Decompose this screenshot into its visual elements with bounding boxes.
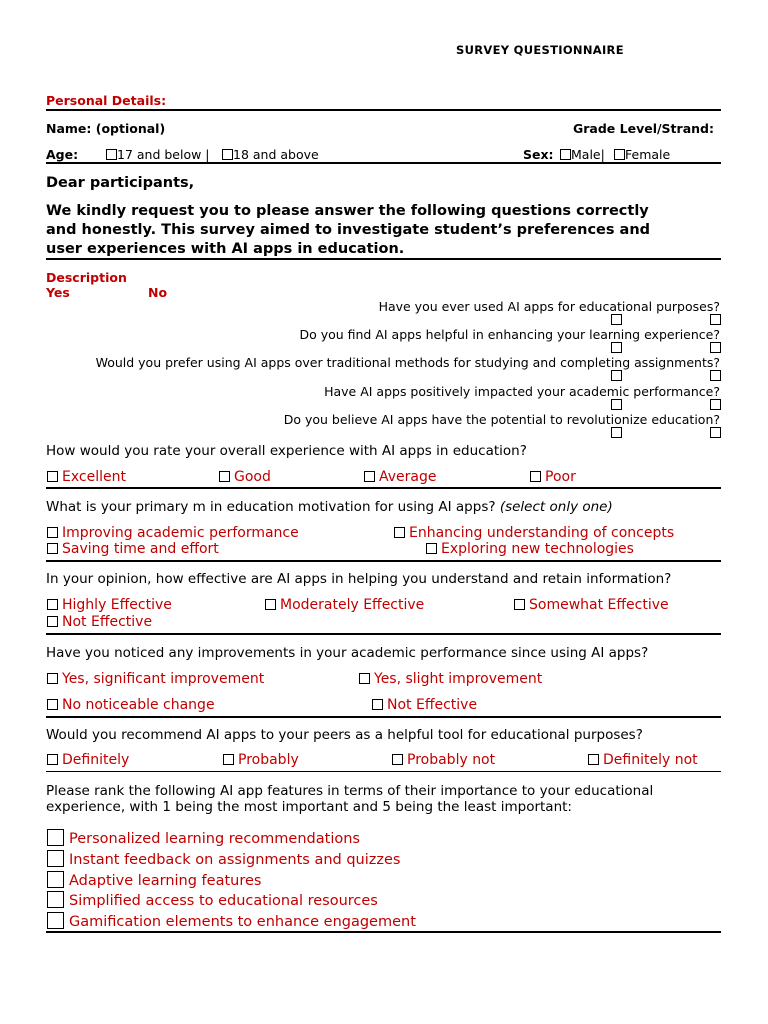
- divider: [46, 258, 721, 260]
- yes-checkbox-4[interactable]: [611, 399, 622, 410]
- checkbox[interactable]: [47, 699, 58, 710]
- rank-item-simplified-access[interactable]: Simplified access to educational resources: [47, 891, 378, 909]
- question-rank-line-1: Please rank the following AI app features in terms of their importance to your educational: [46, 783, 654, 799]
- yes-no-question-1: Have you ever used AI apps for educational purposes?: [378, 299, 720, 314]
- option-not-effective[interactable]: Not Effective: [47, 614, 152, 630]
- checkbox[interactable]: [47, 527, 58, 538]
- option-highly-effective[interactable]: Highly Effective: [47, 597, 172, 613]
- divider: [46, 162, 721, 164]
- option-definitely[interactable]: Definitely: [47, 752, 129, 768]
- divider: [46, 633, 721, 635]
- checkbox[interactable]: [47, 616, 58, 627]
- name-label: Name: (optional): [46, 121, 166, 136]
- checkbox[interactable]: [530, 471, 541, 482]
- checkbox[interactable]: [219, 471, 230, 482]
- option-not-effective-2[interactable]: Not Effective: [372, 697, 477, 713]
- option-somewhat-effective[interactable]: Somewhat Effective: [514, 597, 669, 613]
- intro-line-3: user experiences with AI apps in education.: [46, 241, 405, 257]
- divider: [46, 560, 721, 562]
- yes-checkbox-3[interactable]: [611, 370, 622, 381]
- option-exploring-tech[interactable]: Exploring new technologies: [426, 541, 634, 557]
- age-option-17-below[interactable]: 17 and below |: [106, 147, 210, 162]
- rank-checkbox[interactable]: [47, 912, 64, 929]
- no-checkbox-4[interactable]: [710, 399, 721, 410]
- grade-level-label: Grade Level/Strand:: [573, 121, 714, 136]
- yes-no-question-3: Would you prefer using AI apps over traditional methods for studying and completing assignments?: [95, 355, 720, 370]
- option-no-noticeable-change[interactable]: No noticeable change: [47, 697, 215, 713]
- checkbox[interactable]: [588, 754, 599, 765]
- option-poor[interactable]: Poor: [530, 469, 576, 485]
- page-title: SURVEY QUESTIONNAIRE: [456, 43, 624, 57]
- checkbox[interactable]: [426, 543, 437, 554]
- intro-line-1: We kindly request you to please answer the following questions correctly: [46, 203, 649, 219]
- rank-item-adaptive[interactable]: Adaptive learning features: [47, 871, 261, 889]
- checkbox[interactable]: [394, 527, 405, 538]
- no-checkbox-5[interactable]: [710, 427, 721, 438]
- divider: [46, 771, 721, 772]
- yes-no-question-5: Do you believe AI apps have the potential to revolutionize education?: [283, 412, 720, 427]
- divider: [46, 109, 721, 111]
- question-overall-experience: How would you rate your overall experience with AI apps in education?: [46, 443, 527, 459]
- option-slight-improvement[interactable]: Yes, slight improvement: [359, 671, 542, 687]
- option-definitely-not[interactable]: Definitely not: [588, 752, 698, 768]
- option-improving-performance[interactable]: Improving academic performance: [47, 525, 299, 541]
- rank-checkbox[interactable]: [47, 871, 64, 888]
- yes-checkbox-1[interactable]: [611, 314, 622, 325]
- checkbox[interactable]: [560, 149, 571, 160]
- divider: [46, 487, 721, 489]
- no-checkbox-1[interactable]: [710, 314, 721, 325]
- rank-item-gamification[interactable]: Gamification elements to enhance engagement: [47, 912, 416, 930]
- divider: [46, 931, 721, 933]
- intro-greeting: Dear participants,: [46, 175, 195, 191]
- rank-checkbox[interactable]: [47, 891, 64, 908]
- personal-details-heading: Personal Details:: [46, 93, 167, 108]
- sex-option-female[interactable]: Female: [614, 147, 670, 162]
- age-option-18-above[interactable]: 18 and above: [222, 147, 319, 162]
- checkbox[interactable]: [47, 543, 58, 554]
- option-significant-improvement[interactable]: Yes, significant improvement: [47, 671, 264, 687]
- yes-checkbox-5[interactable]: [611, 427, 622, 438]
- checkbox[interactable]: [514, 599, 525, 610]
- checkbox[interactable]: [223, 754, 234, 765]
- checkbox[interactable]: [372, 699, 383, 710]
- rank-checkbox[interactable]: [47, 850, 64, 867]
- checkbox[interactable]: [359, 673, 370, 684]
- description-label: Description: [46, 270, 127, 285]
- checkbox[interactable]: [265, 599, 276, 610]
- option-probably-not[interactable]: Probably not: [392, 752, 495, 768]
- option-good[interactable]: Good: [219, 469, 271, 485]
- yes-no-question-4: Have AI apps positively impacted your academic performance?: [324, 384, 720, 399]
- checkbox[interactable]: [47, 754, 58, 765]
- no-checkbox-2[interactable]: [710, 342, 721, 353]
- yes-checkbox-2[interactable]: [611, 342, 622, 353]
- checkbox[interactable]: [614, 149, 625, 160]
- option-moderately-effective[interactable]: Moderately Effective: [265, 597, 424, 613]
- rank-checkbox[interactable]: [47, 829, 64, 846]
- option-probably[interactable]: Probably: [223, 752, 299, 768]
- sex-option-male[interactable]: Male|: [560, 147, 605, 162]
- no-label: No: [148, 285, 168, 300]
- yes-label: Yes: [46, 285, 70, 300]
- checkbox[interactable]: [47, 673, 58, 684]
- checkbox[interactable]: [47, 599, 58, 610]
- option-excellent[interactable]: Excellent: [47, 469, 126, 485]
- age-label: Age:: [46, 147, 79, 162]
- rank-item-personalized[interactable]: Personalized learning recommendations: [47, 829, 360, 847]
- question-recommend: Would you recommend AI apps to your peers as a helpful tool for educational purposes?: [46, 727, 643, 743]
- sex-label: Sex:: [523, 147, 554, 162]
- yes-no-question-2: Do you find AI apps helpful in enhancing your learning experience?: [299, 327, 720, 342]
- checkbox[interactable]: [364, 471, 375, 482]
- checkbox[interactable]: [106, 149, 117, 160]
- no-checkbox-3[interactable]: [710, 370, 721, 381]
- checkbox[interactable]: [392, 754, 403, 765]
- divider: [46, 716, 721, 718]
- option-enhancing-understanding[interactable]: Enhancing understanding of concepts: [394, 525, 674, 541]
- question-improvements: Have you noticed any improvements in your academic performance since using AI apps?: [46, 645, 649, 661]
- checkbox[interactable]: [47, 471, 58, 482]
- checkbox[interactable]: [222, 149, 233, 160]
- option-saving-time[interactable]: Saving time and effort: [47, 541, 219, 557]
- question-motivation: What is your primary m in education motivation for using AI apps? (select only one): [46, 499, 613, 515]
- intro-line-2: and honestly. This survey aimed to investigate student’s preferences and: [46, 222, 651, 238]
- question-rank-line-2: experience, with 1 being the most important and 5 being the least important:: [46, 799, 572, 815]
- question-effectiveness: In your opinion, how effective are AI apps in helping you understand and retain information?: [46, 571, 672, 587]
- rank-item-instant-feedback[interactable]: Instant feedback on assignments and quizzes: [47, 850, 400, 868]
- option-average[interactable]: Average: [364, 469, 437, 485]
